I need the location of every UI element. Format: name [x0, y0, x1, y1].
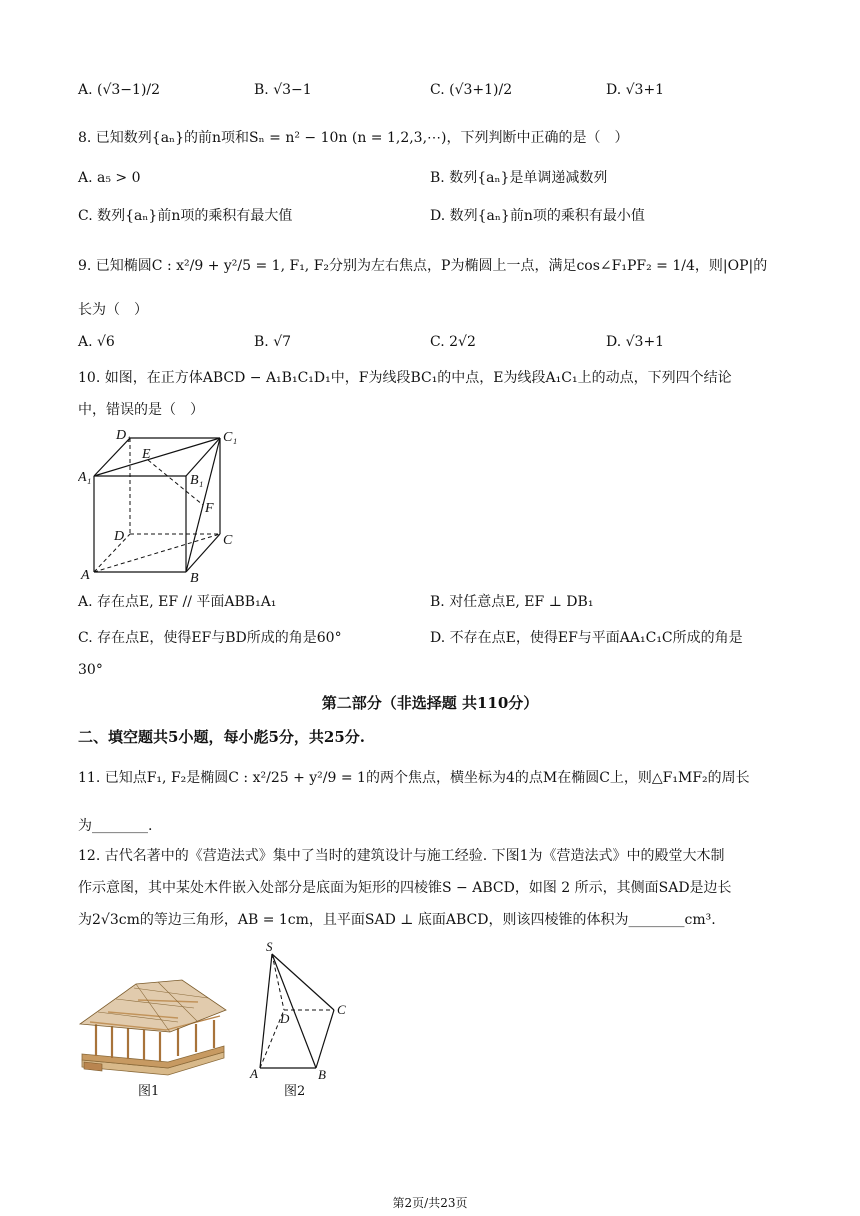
label-a: A [81, 568, 90, 583]
label-c: C [223, 533, 233, 548]
label-b: B [190, 571, 199, 586]
q10-stem-line1: 10. 如图，在正方体ABCD − A₁B₁C₁D₁中，F为线段BC₁的中点，E为线段A₁C₁上的动点，下列四个结论 [78, 370, 732, 386]
q10-stem-line2: 中，错误的是（ ） [78, 402, 204, 418]
q9-stem-line2: 长为（ ） [78, 302, 148, 318]
edge-a-d [94, 534, 130, 572]
segment-a1-c1 [94, 438, 220, 476]
section2-title: 二、填空题共5小题，每小彪5分，共25分. [78, 728, 365, 746]
label-s: S [266, 940, 273, 954]
q11-stem-line2: 为________. [78, 818, 153, 834]
q10-option-d: D. 不存在点E，使得EF与平面AA₁C₁C所成的角是 [430, 630, 743, 646]
q8-option-c: C. 数列{aₙ}前n项的乘积有最大值 [78, 208, 293, 224]
q8-stem: 8. 已知数列{aₙ}的前n项和Sₙ = n² − 10n (n = 1,2,3,⋯)，下列判断中正确的是（ ） [78, 130, 629, 146]
label-c: C [337, 1002, 346, 1017]
q7-option-a: A. (√3−1)/2 [78, 82, 161, 98]
page-footer: 第2页/共23页 [392, 1196, 468, 1210]
q9-option-c: C. 2√2 [430, 334, 476, 350]
q10-option-a: A. 存在点E, EF // 平面ABB₁A₁ [78, 594, 277, 610]
q8-option-a: A. a₅ > 0 [78, 170, 141, 186]
q12-line3: 为2√3cm的等边三角形，AB = 1cm，且平面SAD ⊥ 底面ABCD，则该四棱锥的体积为________cm³. [78, 912, 716, 928]
temple-roof [80, 980, 226, 1032]
label-d: D [280, 1011, 290, 1026]
temple-illustration [78, 972, 228, 1078]
edge-s-c [272, 954, 334, 1010]
pyramid-figure [248, 940, 358, 1082]
q7-option-d: D. √3+1 [606, 82, 665, 98]
q7-option-c: C. (√3+1)/2 [430, 82, 513, 98]
label-d1: D₁ [116, 428, 131, 443]
label-a1: A₁ [78, 470, 92, 485]
q12-line2: 作示意图，其中某处木件嵌入处部分是底面为矩形的四棱锥S − ABCD，如图 2 所示，其侧面SAD是边长 [78, 880, 732, 896]
figure1-caption: 图1 [138, 1084, 160, 1099]
part2-title: 第二部分（非选择题 共110分） [321, 694, 539, 712]
q10-option-b: B. 对任意点E, EF ⊥ DB₁ [430, 594, 594, 610]
q11-stem-line1: 11. 已知点F₁, F₂是椭圆C : x²/25 + y²/9 = 1的两个焦点，横坐标为4的点M在椭圆C上，则△F₁MF₂的周长 [78, 770, 750, 786]
q9-option-b: B. √7 [254, 334, 292, 350]
edge-b-c [316, 1010, 334, 1068]
label-c1: C₁ [223, 430, 238, 445]
figure2-caption: 图2 [284, 1084, 306, 1099]
q8-option-d: D. 数列{aₙ}前n项的乘积有最小值 [430, 208, 645, 224]
label-d: D [114, 529, 125, 544]
q10-option-c: C. 存在点E，使得EF与BD所成的角是60° [78, 630, 342, 646]
edge-s-a [260, 954, 272, 1068]
label-f: F [205, 501, 214, 516]
q8-option-b: B. 数列{aₙ}是单调递减数列 [430, 170, 608, 186]
q12-line1: 12. 古代名著中的《营造法式》集中了当时的建筑设计与施工经验. 下图1为《营造法式》中的殿堂大木制 [78, 848, 725, 864]
cube-figure [78, 424, 248, 586]
q10-option-d-continued: 30° [78, 662, 103, 678]
edge-s-b [272, 954, 316, 1068]
q9-option-a: A. √6 [78, 334, 115, 350]
label-a: A [250, 1066, 258, 1081]
q9-stem-line1: 9. 已知椭圆C : x²/9 + y²/5 = 1, F₁, F₂分别为左右焦点，P为椭圆上一点，满足cos∠F₁PF₂ = 1/4，则|OP|的 [78, 258, 768, 274]
label-e: E [142, 447, 151, 462]
label-b: B [318, 1067, 326, 1082]
q9-option-d: D. √3+1 [606, 334, 665, 350]
q7-option-b: B. √3−1 [254, 82, 312, 98]
label-b1: B₁ [190, 473, 204, 488]
segment-a-c [94, 534, 220, 572]
